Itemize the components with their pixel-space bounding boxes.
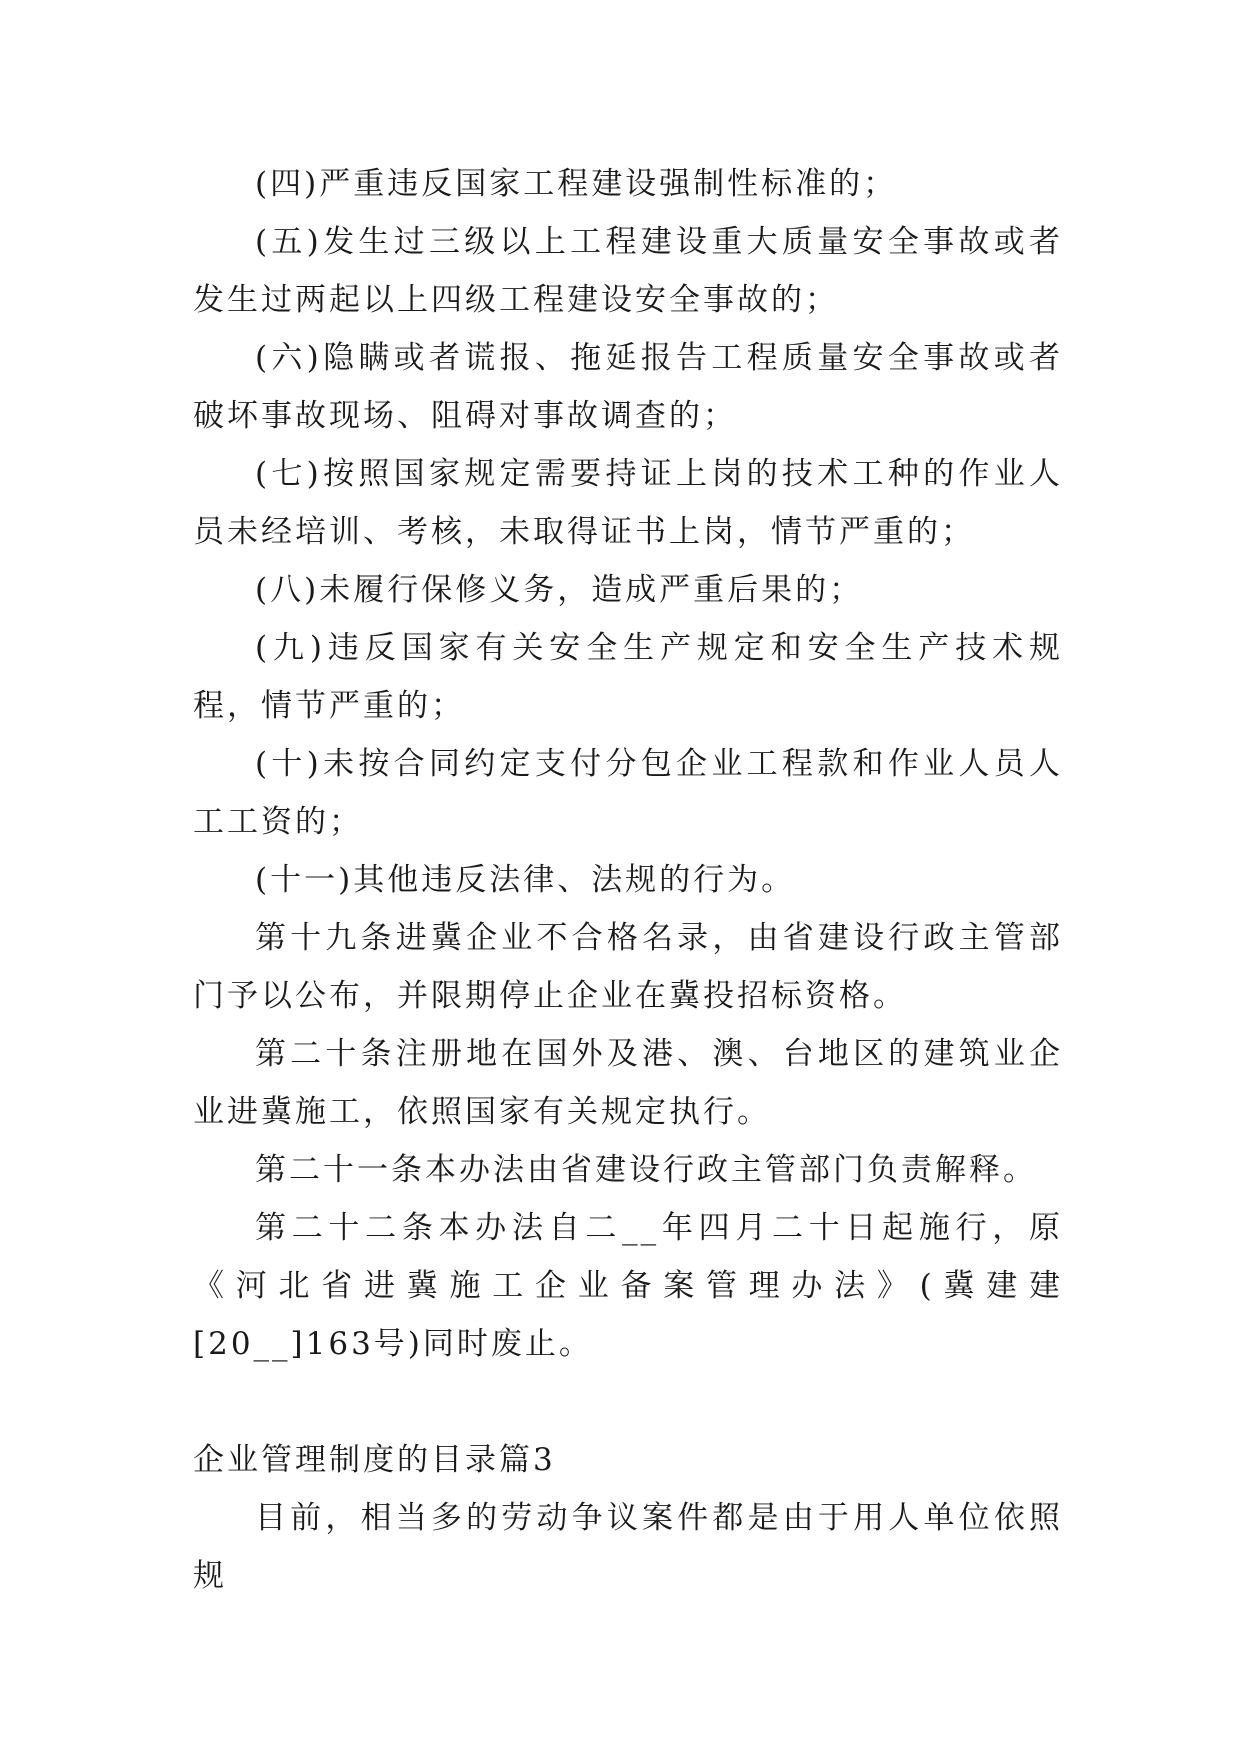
paragraph-item-7: (七)按照国家规定需要持证上岗的技术工种的作业人员未经培训、考核，未取得证书上岗，情节严重的；: [193, 456, 1063, 550]
paragraph-item-5: (五)发生过三级以上工程建设重大质量安全事故或者发生过两起以上四级工程建设安全事故的；: [193, 224, 1063, 318]
document-body: [193, 155, 1063, 1605]
paragraph-intro: 目前，相当多的劳动争议案件都是由于用人单位依照规: [193, 1500, 1063, 1594]
paragraph-item-8: (八)未履行保修义务，造成严重后果的；: [255, 572, 864, 608]
paragraph-item-4: (四)严重违反国家工程建设强制性标准的；: [255, 166, 898, 202]
paragraph-item-11: (十一)其他违反法律、法规的行为。: [255, 862, 796, 898]
section-heading: 企业管理制度的目录篇3: [193, 1442, 556, 1478]
paragraph-item-10: (十)未按合同约定支付分包企业工程款和作业人员人工工资的；: [193, 746, 1063, 840]
paragraph-article-21: 第二十一条本办法由省建设行政主管部门负责解释。: [255, 1152, 1037, 1188]
paragraph-article-20: 第二十条注册地在国外及港、澳、台地区的建筑业企业进冀施工，依照国家有关规定执行。: [193, 1036, 1063, 1130]
paragraph-article-19: 第十九条进冀企业不合格名录，由省建设行政主管部门予以公布，并限期停止企业在冀投招标资格。: [193, 920, 1063, 1014]
paragraph-item-6: (六)隐瞒或者谎报、拖延报告工程质量安全事故或者破坏事故现场、阻碍对事故调查的；: [193, 340, 1063, 434]
paragraph-article-22: 第二十二条本办法自二__年四月二十日起施行，原《河北省进冀施工企业备案管理办法》(冀建建[20__]163号)同时废止。: [193, 1210, 1063, 1362]
paragraph-item-9: (九)违反国家有关安全生产规定和安全生产技术规程，情节严重的；: [193, 630, 1063, 724]
